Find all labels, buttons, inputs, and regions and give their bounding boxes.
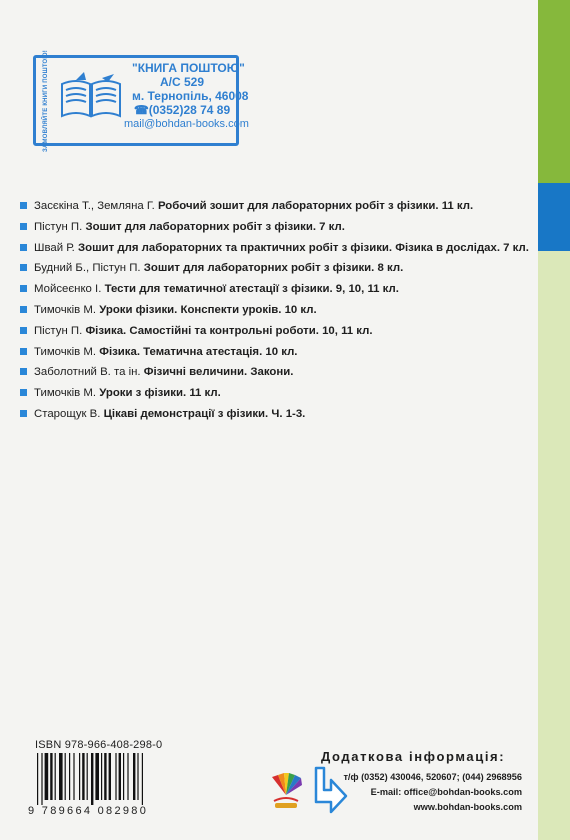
list-item: Пістун П. Зошит для лабораторних робіт з фізики. 7 кл.: [20, 217, 520, 238]
barcode-bar: [82, 753, 84, 800]
barcode-bar: [142, 753, 143, 805]
barcode-bar: [95, 753, 99, 800]
barcode-bar: [115, 753, 116, 800]
contact-phone: т/ф (0352) 430046, 520607; (044) 2968956: [343, 772, 522, 782]
contact-website: www.bohdan-books.com: [413, 802, 522, 812]
bullet-icon: [20, 327, 27, 334]
bullet-icon: [20, 368, 27, 375]
barcode-bar: [119, 753, 121, 800]
list-item: Будний Б., Пістун П. Зошит для лабораторних робіт з фізики. 8 кл.: [20, 258, 520, 279]
list-item: Мойсеєнко І. Тести для тематичної атестації з фізики. 9, 10, 11 кл.: [20, 279, 520, 300]
barcode-bar: [41, 753, 42, 805]
barcode-bar: [79, 753, 80, 800]
barcode-bar: [101, 753, 102, 800]
barcode-bar: [69, 753, 70, 800]
bullet-icon: [20, 285, 27, 292]
barcode-bar: [73, 753, 74, 800]
barcode-bar: [59, 753, 63, 800]
barcode-bar: [127, 753, 128, 800]
bullet-icon: [20, 389, 27, 396]
barcode-bar: [50, 753, 52, 800]
side-stripe-pale: [538, 251, 570, 840]
stamp-title: "КНИГА ПОШТОЮ": [132, 61, 245, 75]
stamp-text: [124, 61, 249, 131]
book-icon: [56, 70, 126, 122]
barcode-bar: [45, 753, 49, 800]
list-item: Тимочків М. Уроки з фізики. 11 кл.: [20, 383, 520, 404]
additional-info-title: Додаткова інформація:: [321, 749, 506, 764]
barcode-digits: 9 789664 082980: [28, 805, 149, 817]
stamp-city: м. Тернопіль, 46008: [132, 89, 249, 103]
list-item: Швай Р. Зошит для лабораторних та практичних робіт з фізики. Фізика в дослідах. 7 кл.: [20, 238, 520, 259]
barcode-bar: [104, 753, 106, 800]
barcode-bar: [109, 753, 111, 800]
contact-email: E-mail: office@bohdan-books.com: [370, 787, 522, 797]
barcode-bar: [91, 753, 93, 805]
bullet-icon: [20, 223, 27, 230]
publisher-logo-icon: [268, 771, 304, 811]
mail-order-stamp: [33, 49, 249, 152]
side-stripe-green: [538, 0, 570, 183]
stamp-email: mail@bohdan-books.com: [124, 118, 249, 130]
barcode-bar: [123, 753, 124, 800]
list-item: Старощук В. Цікаві демонстрації з фізики. Ч. 1-3.: [20, 404, 520, 425]
list-item: Заболотний В. та ін. Фізичні величини. Закони.: [20, 362, 520, 383]
isbn-number: ISBN 978-966-408-298-0: [35, 739, 163, 751]
bullet-icon: [20, 410, 27, 417]
stamp-phone: ☎(0352)28 74 89: [133, 103, 231, 117]
stamp-side-text: ЗАМОВЛЯЙТЕ КНИГИ ПОШТОЮ!: [43, 49, 49, 152]
book-list: [20, 196, 529, 425]
list-item: Тимочків М. Уроки фізики. Конспекти уроків. 10 кл.: [20, 300, 520, 321]
barcode-bar: [87, 753, 88, 800]
barcode-bar: [137, 753, 138, 800]
bullet-icon: [20, 202, 27, 209]
list-item: Пістун П. Фізика. Самостійні та контрольні роботи. 10, 11 кл.: [20, 321, 520, 342]
contact-info: [343, 770, 522, 815]
stamp-box: А/С 529: [159, 75, 205, 89]
list-item: Тимочків М. Фізика. Тематична атестація. 10 кл.: [20, 342, 520, 363]
bullet-icon: [20, 306, 27, 313]
bullet-icon: [20, 264, 27, 271]
barcode-bar: [55, 753, 56, 800]
bullet-icon: [20, 244, 27, 251]
barcode-bar: [133, 753, 135, 800]
list-item: Засєкіна Т., Земляна Г. Робочий зошит для лабораторних робіт з фізики. 11 кл.: [20, 196, 520, 217]
barcode-icon: [35, 753, 161, 805]
bullet-icon: [20, 348, 27, 355]
barcode-bar: [65, 753, 66, 800]
barcode-bar: [37, 753, 38, 805]
side-stripe-blue: [538, 183, 570, 251]
